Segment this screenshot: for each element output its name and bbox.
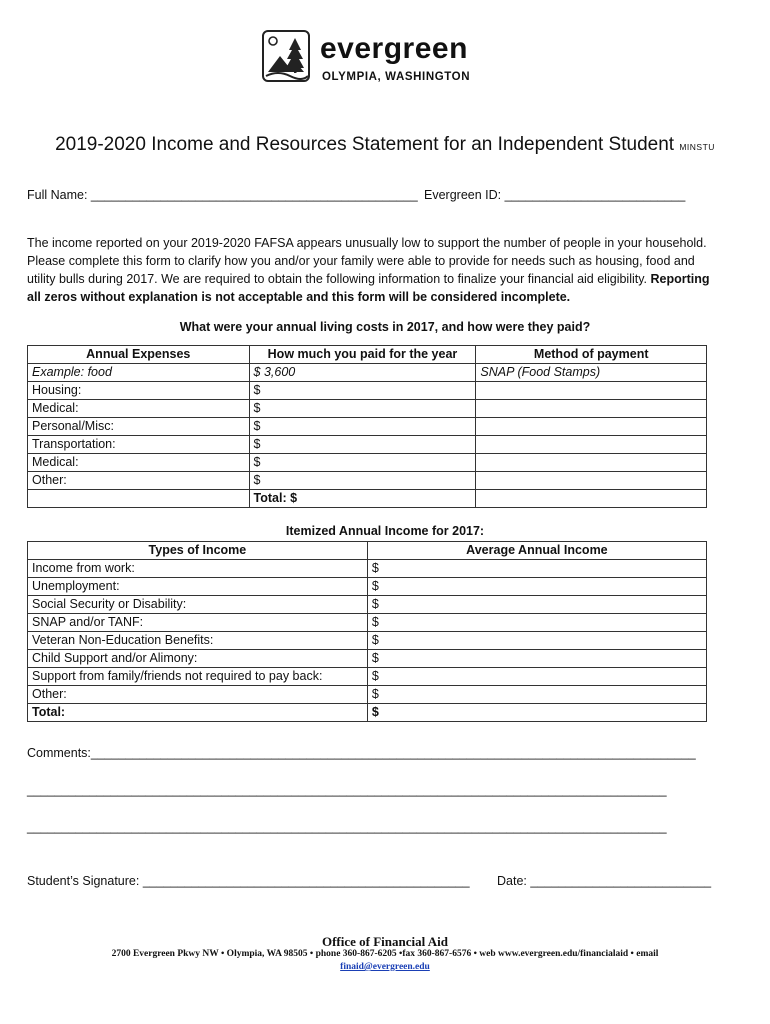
total-empty-cell bbox=[476, 490, 707, 508]
table-row bbox=[28, 454, 707, 472]
income-label: Income from work: bbox=[28, 560, 368, 578]
expenses-table bbox=[27, 345, 707, 508]
income-label: Child Support and/or Alimony: bbox=[28, 650, 368, 668]
income-heading: Itemized Annual Income for 2017: bbox=[285, 524, 485, 538]
table-row bbox=[28, 418, 707, 436]
expense-amount-cell[interactable]: $ bbox=[249, 472, 476, 490]
expense-label: Housing: bbox=[28, 382, 250, 400]
example-expense: Example: food bbox=[28, 364, 250, 382]
logo-name: evergreen bbox=[320, 32, 468, 65]
total-empty-cell bbox=[28, 490, 250, 508]
table-row bbox=[28, 596, 707, 614]
income-amount-cell[interactable]: $ bbox=[367, 668, 706, 686]
table-row bbox=[28, 400, 707, 418]
table-row bbox=[28, 560, 707, 578]
table-row bbox=[28, 472, 707, 490]
expenses-col-paid: How much you paid for the year bbox=[249, 346, 476, 364]
expense-method-cell[interactable] bbox=[476, 454, 707, 472]
table-row bbox=[28, 578, 707, 596]
comments-line-3[interactable]: ____________________________________________________________________________________________ bbox=[27, 820, 667, 834]
evergreen-logo-mark bbox=[262, 30, 310, 82]
income-total-label: Total: bbox=[28, 704, 368, 722]
expense-label: Personal/Misc: bbox=[28, 418, 250, 436]
expense-method-cell[interactable] bbox=[476, 382, 707, 400]
table-row bbox=[28, 650, 707, 668]
date-field[interactable]: Date: __________________________ bbox=[497, 874, 712, 888]
evergreen-id-field[interactable]: Evergreen ID: __________________________ bbox=[424, 188, 686, 202]
income-total-row bbox=[28, 704, 707, 722]
expenses-heading: What were your annual living costs in 2017, and how were they paid? bbox=[179, 320, 591, 334]
expenses-header-row bbox=[28, 346, 707, 364]
comments-line-2[interactable]: ____________________________________________________________________________________________ bbox=[27, 783, 667, 797]
income-label: Unemployment: bbox=[28, 578, 368, 596]
income-label: Other: bbox=[28, 686, 368, 704]
income-header-row bbox=[28, 542, 707, 560]
tree-mountain-icon bbox=[264, 32, 308, 80]
table-row bbox=[28, 382, 707, 400]
income-total-cell[interactable]: $ bbox=[367, 704, 706, 722]
comments-field[interactable]: Comments:_______________________________________________________________________________________ bbox=[27, 746, 696, 760]
income-amount-cell[interactable]: $ bbox=[367, 614, 706, 632]
example-amount: $ 3,600 bbox=[249, 364, 476, 382]
table-row bbox=[28, 632, 707, 650]
full-name-field[interactable]: Full Name: _______________________________________________ bbox=[27, 188, 418, 202]
form-title-text: 2019-2020 Income and Resources Statement for an Independent Student bbox=[55, 134, 675, 155]
expense-method-cell[interactable] bbox=[476, 436, 707, 454]
expense-method-cell[interactable] bbox=[476, 418, 707, 436]
income-amount-cell[interactable]: $ bbox=[367, 578, 706, 596]
expense-amount-cell[interactable]: $ bbox=[249, 382, 476, 400]
income-amount-cell[interactable]: $ bbox=[367, 686, 706, 704]
expense-label: Medical: bbox=[28, 400, 250, 418]
intro-warning: Reporting all zeros without explanation is not acceptable and this form will be considered incomplete. bbox=[27, 272, 710, 304]
table-row bbox=[28, 614, 707, 632]
expense-label: Other: bbox=[28, 472, 250, 490]
form-code: MINSTU bbox=[679, 142, 715, 152]
intro-paragraph bbox=[27, 234, 717, 306]
expenses-example-row bbox=[28, 364, 707, 382]
income-col-type: Types of Income bbox=[28, 542, 368, 560]
office-email-line bbox=[0, 962, 770, 972]
income-amount-cell[interactable]: $ bbox=[367, 632, 706, 650]
income-label: Veteran Non-Education Benefits: bbox=[28, 632, 368, 650]
expense-label: Medical: bbox=[28, 454, 250, 472]
income-amount-cell[interactable]: $ bbox=[367, 560, 706, 578]
income-amount-cell[interactable]: $ bbox=[367, 650, 706, 668]
email-link[interactable]: finaid@evergreen.edu bbox=[340, 962, 430, 972]
expenses-col-method: Method of payment bbox=[476, 346, 707, 364]
office-address: 2700 Evergreen Pkwy NW • Olympia, WA 98505 • phone 360-867-6205 •fax 360-867-6576 • web www.evergreen.edu/financialaid • email bbox=[111, 949, 659, 959]
example-method: SNAP (Food Stamps) bbox=[476, 364, 707, 382]
income-label: Social Security or Disability: bbox=[28, 596, 368, 614]
logo-location: OLYMPIA, WASHINGTON bbox=[322, 71, 471, 83]
expense-amount-cell[interactable]: $ bbox=[249, 418, 476, 436]
expenses-col-annual: Annual Expenses bbox=[28, 346, 250, 364]
student-signature-field[interactable]: Student’s Signature: _______________________________________________ bbox=[27, 874, 470, 888]
expenses-total-row bbox=[28, 490, 707, 508]
income-label: Support from family/friends not required to pay back: bbox=[28, 668, 368, 686]
expense-amount-cell[interactable]: $ bbox=[249, 436, 476, 454]
table-row bbox=[28, 436, 707, 454]
intro-text: The income reported on your 2019-2020 FAFSA appears unusually low to support the number of people in your household. Please complete this form to clarify how you and/or your family were able to provide for needs such as housing, food and utility bulls during 2017. We are required to obtain the following information to finalize your financial aid eligibility. bbox=[27, 236, 707, 286]
expense-method-cell[interactable] bbox=[476, 472, 707, 490]
income-label: SNAP and/or TANF: bbox=[28, 614, 368, 632]
income-table bbox=[27, 541, 707, 722]
office-title: Office of Financial Aid bbox=[321, 934, 449, 949]
expense-amount-cell[interactable]: $ bbox=[249, 400, 476, 418]
income-col-average: Average Annual Income bbox=[367, 542, 706, 560]
form-title bbox=[0, 134, 770, 156]
income-amount-cell[interactable]: $ bbox=[367, 596, 706, 614]
expense-label: Transportation: bbox=[28, 436, 250, 454]
expense-amount-cell[interactable]: $ bbox=[249, 454, 476, 472]
table-row bbox=[28, 686, 707, 704]
table-row bbox=[28, 668, 707, 686]
expenses-total-cell[interactable]: Total: $ bbox=[249, 490, 476, 508]
expense-method-cell[interactable] bbox=[476, 400, 707, 418]
